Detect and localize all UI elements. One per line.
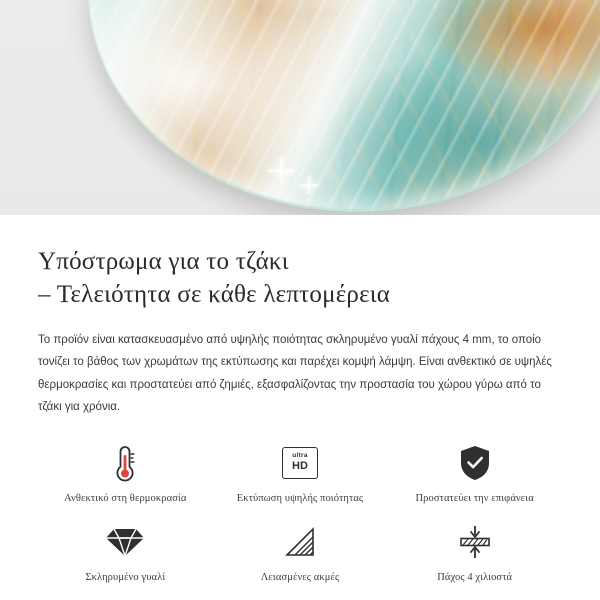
headline-line-1: Υπόστρωμα για το τζάκι bbox=[38, 248, 289, 275]
page-title bbox=[38, 245, 562, 311]
feature-label: Εκτύπωση υψηλής ποιότητας bbox=[236, 492, 364, 504]
feature-label: Σκληρυμένο γυαλί bbox=[85, 571, 166, 583]
feature-item bbox=[213, 441, 388, 504]
hero-image bbox=[0, 0, 600, 215]
ultra-hd-badge-bottom: HD bbox=[292, 459, 308, 472]
feature-label: Ανθεκτικό στη θερμοκρασία bbox=[64, 492, 187, 504]
polished-edges-icon bbox=[283, 520, 317, 564]
marble-plate-image bbox=[88, 0, 600, 212]
description-paragraph: Το προϊόν είναι κατασκευασμένο από υψηλής ποιότητας σκληρυμένο γυαλί πάχους 4 mm, το οποίο τονίζει το βάθος των χρωμάτων της εκτύπωσης και παρέχει κομψή λάμψη. Είναι ανθεκτικό σε υψηλές θερμοκρασίες και προστατεύει από ζημιές, εξασφαλίζοντας την προστασία του χώρου γύρω από το τζάκι για χρόνια. bbox=[38, 334, 552, 414]
diamond-icon bbox=[105, 520, 145, 564]
content-area bbox=[0, 245, 600, 583]
feature-item bbox=[387, 520, 562, 583]
thickness-icon bbox=[455, 520, 495, 564]
feature-label: Λειασμένες ακμές bbox=[260, 571, 340, 583]
ultra-hd-badge-top: ultra bbox=[292, 452, 308, 460]
shield-check-icon bbox=[458, 441, 492, 485]
thermometer-icon bbox=[112, 441, 138, 485]
feature-grid bbox=[38, 441, 562, 583]
feature-item bbox=[38, 520, 213, 583]
feature-item bbox=[213, 520, 388, 583]
headline-line-2: – Τελειότητα σε κάθε λεπτομέρεια bbox=[38, 281, 391, 308]
feature-item bbox=[387, 441, 562, 504]
feature-label: Πάχος 4 χιλιοστά bbox=[437, 571, 513, 583]
feature-label: Προστατεύει την επιφάνεια bbox=[415, 492, 534, 504]
feature-item bbox=[38, 441, 213, 504]
ultra-hd-icon bbox=[282, 441, 318, 485]
